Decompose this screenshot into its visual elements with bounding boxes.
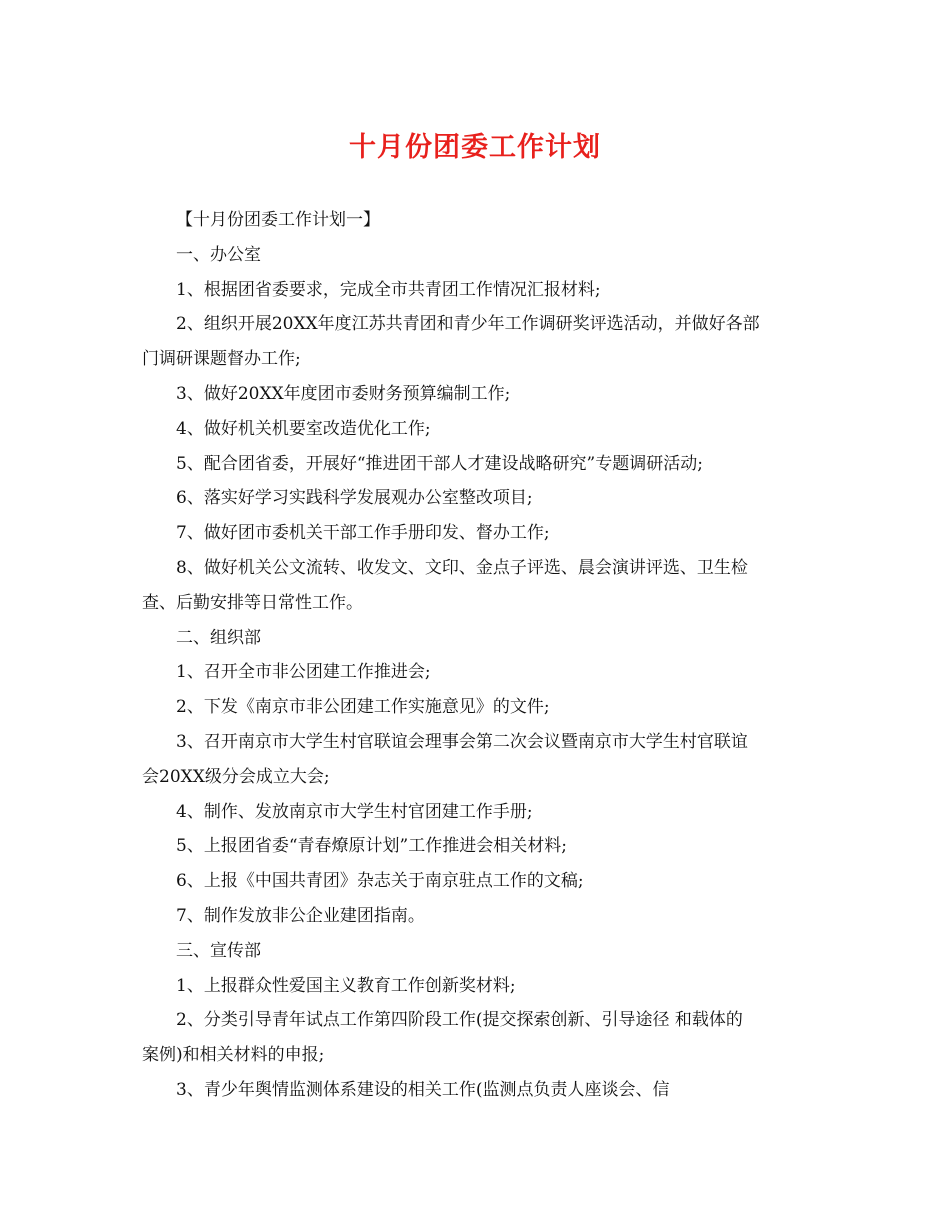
paragraph-line: 6、上报《中国共青团》杂志关于南京驻点工作的文稿; <box>176 871 584 892</box>
paragraph-line: 3、召开南京市大学生村官联谊会理事会第二次会议暨南京市大学生村官联谊 <box>176 731 748 752</box>
paragraph-line: 案例)和相关材料的申报; <box>142 1045 325 1066</box>
paragraph-line: 4、做好机关机要室改造优化工作; <box>176 418 431 439</box>
paragraph-line: 8、做好机关公文流转、收发文、文印、金点子评选、晨会演讲评选、卫生检 <box>176 557 748 578</box>
paragraph-line: 一、办公室 <box>176 244 261 265</box>
paragraph-line: 门调研课题督办工作; <box>142 349 301 370</box>
paragraph-line: 4、制作、发放南京市大学生村官团建工作手册; <box>176 801 533 822</box>
paragraph-line: 1、根据团省委要求，完成全市共青团工作情况汇报材料; <box>176 279 601 300</box>
paragraph-line: 5、上报团省委“青春燎原计划”工作推进会相关材料; <box>176 836 567 857</box>
paragraph-line: 6、落实好学习实践科学发展观办公室整改项目; <box>176 488 533 509</box>
paragraph-line: 7、做好团市委机关干部工作手册印发、督办工作; <box>176 523 550 544</box>
paragraph-line: 会20XX级分会成立大会; <box>142 766 330 787</box>
paragraph-line: 5、配合团省委，开展好“推进团干部人才建设战略研究”专题调研活动; <box>176 453 703 474</box>
paragraph-line: 7、制作发放非公企业建团指南。 <box>176 905 425 926</box>
paragraph-line: 2、组织开展20XX年度江苏共青团和青少年工作调研奖评选活动，并做好各部 <box>176 314 760 335</box>
document-title: 十月份团委工作计划 <box>349 132 601 163</box>
paragraph-line: 查、后勤安排等日常性工作。 <box>142 592 363 613</box>
paragraph-line: 2、分类引导青年试点工作第四阶段工作(提交探索创新、引导途径 和载体的 <box>176 1010 743 1031</box>
paragraph-line: 2、下发《南京市非公团建工作实施意见》的文件; <box>176 697 550 718</box>
paragraph-line: 1、召开全市非公团建工作推进会; <box>176 662 431 683</box>
paragraph-line: 1、上报群众性爱国主义教育工作创新奖材料; <box>176 975 516 996</box>
document-body <box>142 203 810 1108</box>
paragraph-line: 三、宣传部 <box>176 940 261 961</box>
paragraph-line: 【十月份团委工作计划一】 <box>176 210 380 230</box>
paragraph-line: 3、青少年舆情监测体系建设的相关工作(监测点负责人座谈会、信 <box>176 1079 670 1100</box>
paragraph-line: 二、组织部 <box>176 627 261 648</box>
paragraph-line: 3、做好20XX年度团市委财务预算编制工作; <box>176 383 511 404</box>
